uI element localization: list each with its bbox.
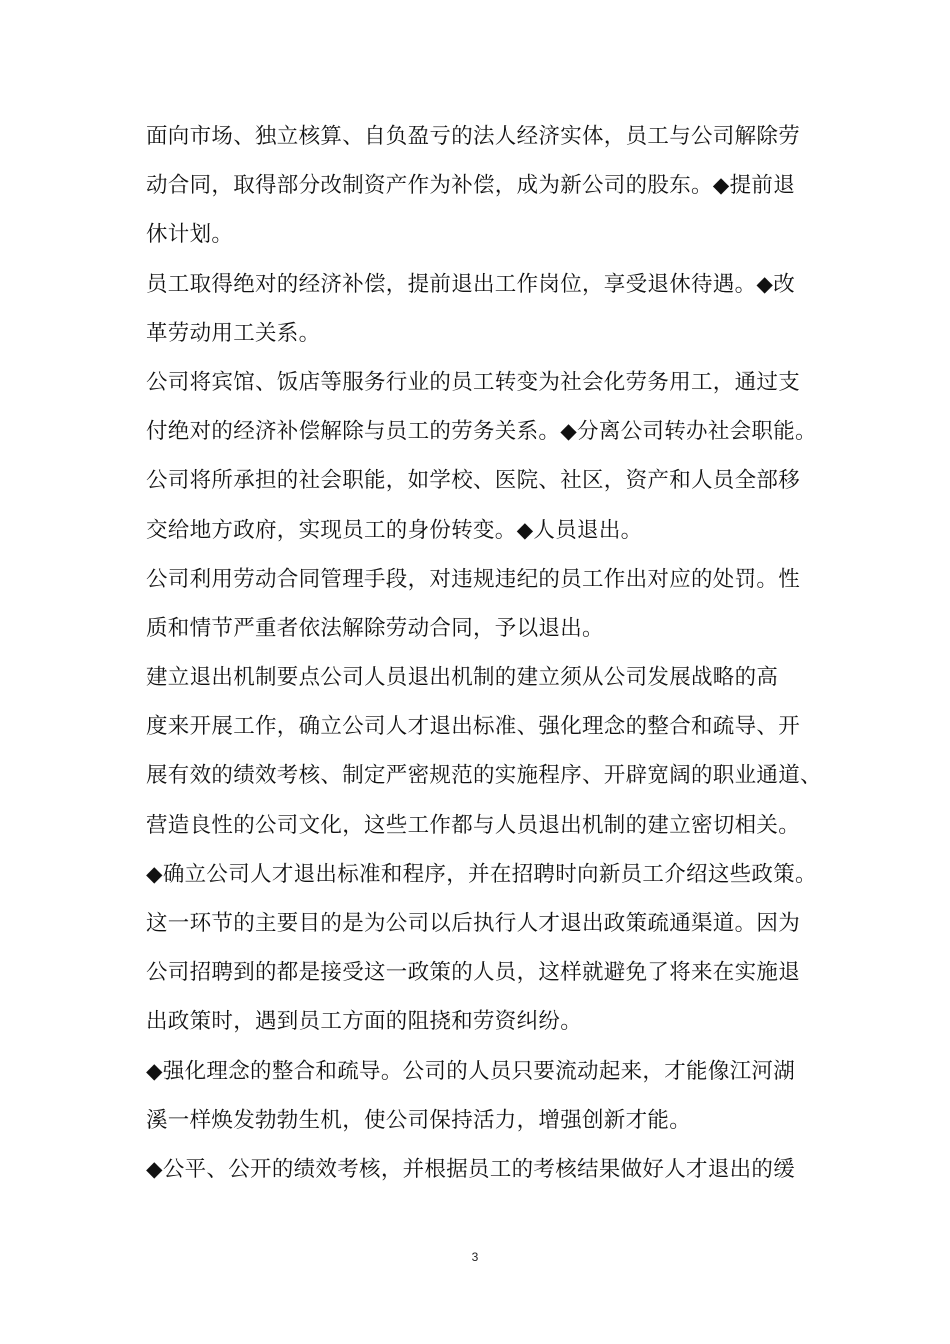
text-line: 溪一样焕发勃勃生机，使公司保持活力，增强创新才能。 (146, 1107, 692, 1133)
text-line: 公司将所承担的社会职能，如学校、医院、社区，资产和人员全部移 (146, 468, 801, 494)
text-line: 动合同，取得部分改制资产作为补偿，成为新公司的股东。◆提前退 (146, 173, 796, 199)
text-line: 营造良性的公司文化，这些工作都与人员退出机制的建立密切相关。 (146, 812, 801, 838)
text-line: 展有效的绩效考核、制定严密规范的实施程序、开辟宽阔的职业通道、 (146, 763, 822, 789)
text-line: ◆强化理念的整合和疏导。公司的人员只要流动起来，才能像江河湖 (146, 1058, 796, 1084)
text-line: 建立退出机制要点公司人员退出机制的建立须从公司发展战略的高 (146, 665, 779, 691)
text-line: 质和情节严重者依法解除劳动合同，予以退出。 (146, 615, 604, 641)
text-line: 度来开展工作，确立公司人才退出标准、强化理念的整合和疏导、开 (146, 714, 801, 740)
text-line: 公司招聘到的都是接受这一政策的人员，这样就避免了将来在实施退 (146, 960, 801, 986)
page-number: 3 (471, 1250, 479, 1264)
body-text (146, 112, 822, 1194)
text-line: 面向市场、独立核算、自负盈亏的法人经济实体，员工与公司解除劳 (146, 124, 801, 149)
text-line: 付绝对的经济补偿解除与员工的劳务关系。◆分离公司转办社会职能。 (146, 419, 817, 445)
text-line: ◆公平、公开的绩效考核，并根据员工的考核结果做好人才退出的缓 (146, 1156, 796, 1182)
text-line: 革劳动用工关系。 (146, 320, 321, 346)
text-line: 交给地方政府，实现员工的身份转变。◆人员退出。 (146, 517, 643, 543)
text-line: 出政策时，遇到员工方面的阻挠和劳资纠纷。 (146, 1009, 583, 1035)
text-line: ◆确立公司人才退出标准和程序，并在招聘时向新员工介绍这些政策。 (146, 861, 817, 887)
text-line: 这一环节的主要目的是为公司以后执行人才退出政策疏通渠道。因为 (146, 911, 801, 936)
text-line: 公司利用劳动合同管理手段，对违规违纪的员工作出对应的处罚。性 (146, 566, 801, 592)
text-line: 员工取得绝对的经济补偿，提前退出工作岗位，享受退休待遇。◆改 (146, 271, 796, 297)
text-line: 休计划。 (146, 222, 234, 248)
text-line: 公司将宾馆、饭店等服务行业的员工转变为社会化劳务用工，通过支 (146, 369, 801, 395)
